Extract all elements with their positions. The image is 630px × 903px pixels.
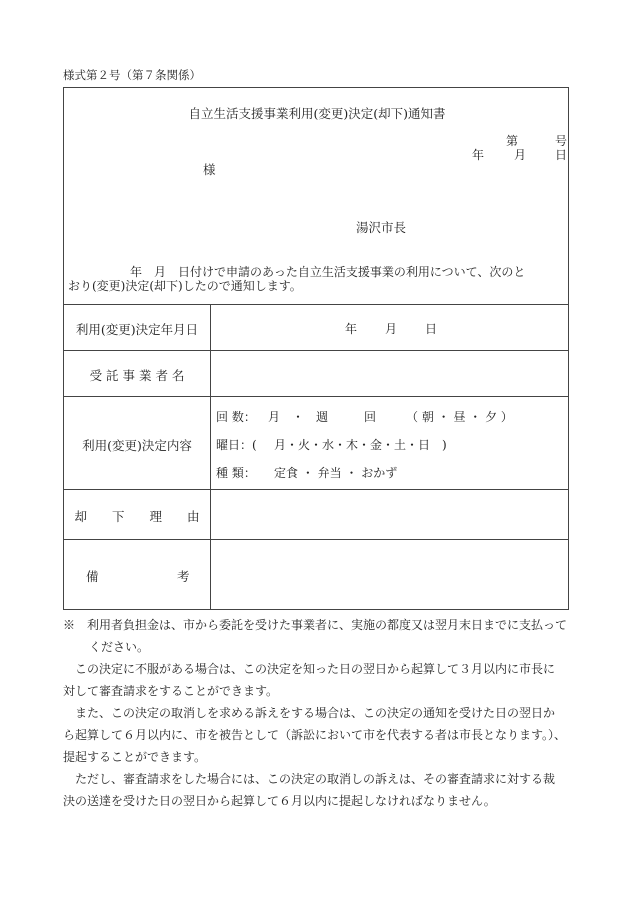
- table-rule: [64, 489, 568, 490]
- table-rule: [64, 350, 568, 351]
- note-text: ら起算して６月以内に、市を被告として（訴訟において市を代表する者は市長となります。）、: [63, 728, 567, 742]
- addressee-suffix: 様: [203, 162, 216, 177]
- content-label: 利用(変更)決定内容: [82, 438, 192, 453]
- decision-date-label: 利用(変更)決定年月日: [75, 322, 199, 337]
- note-text: ただし、審査請求をした場合には、この決定の取消しの訴えは、その審査請求に対する裁: [75, 772, 556, 786]
- note-lawsuit: [63, 702, 573, 768]
- intro-line-1: 年 月 日付けで申請のあった自立生活支援事業の利用について、次のと: [130, 265, 526, 279]
- contractor-label: 受 託 事 業 者 名: [89, 368, 185, 383]
- doc-number-dai: 第: [506, 134, 519, 148]
- table-rule: [64, 396, 568, 397]
- weekday-label: 曜日：(: [216, 438, 257, 452]
- decision-date-month: 月: [385, 322, 398, 336]
- table-rule: [64, 539, 568, 540]
- note-text: 提起することができます。: [63, 750, 207, 764]
- note-text: また、この決定の取消しを求める訴えをする場合は、この決定の通知を受けた日の翌日か: [75, 706, 556, 720]
- note-proviso: [63, 768, 573, 812]
- note-appeal: [63, 658, 573, 702]
- type-label: 種 類：: [216, 466, 256, 480]
- issue-date-day: 日: [555, 148, 568, 162]
- weekday-options: 月・火・水・木・金・土・日 ): [274, 438, 447, 452]
- decision-date-day: 日: [425, 322, 438, 336]
- remarks-label-b: 考: [177, 569, 190, 584]
- rejection-reason-label: 却 下 理 由: [74, 509, 200, 524]
- table-top-rule: [64, 304, 568, 305]
- doc-number-go: 号: [555, 134, 568, 148]
- note-text: この決定に不服がある場合は、この決定を知った日の翌日から起算して３月以内に市長に: [75, 662, 556, 676]
- issue-date-year: 年: [472, 148, 485, 162]
- decision-date-year: 年: [345, 322, 358, 336]
- note-text: 決の送達を受けた日の翌日から起算して６月以内に提起しなければなりません。: [63, 794, 496, 808]
- notes-section: [63, 614, 573, 812]
- form-reference: 様式第２号（第７条関係）: [63, 68, 201, 82]
- count-label: 回 数：: [216, 410, 256, 424]
- note-text: 対して審査請求をすることができます。: [63, 684, 279, 698]
- note-payment: [63, 614, 573, 658]
- notice-form: [63, 87, 569, 610]
- remarks-label-a: 備: [86, 569, 99, 584]
- intro-line-2: おり(変更)決定(却下)したので通知します。: [68, 279, 302, 293]
- issue-date-month: 月: [514, 148, 527, 162]
- note-text: ください。: [89, 640, 150, 654]
- document-title: 自立生活支援事業利用(変更)決定(却下)通知書: [188, 106, 446, 121]
- table-column-divider: [210, 304, 211, 609]
- count-options: 月 ・ 週 回 （ 朝 ・ 昼 ・ 夕 ）: [268, 410, 513, 424]
- note-text: ※ 利用者負担金は、市から委託を受けた事業者に、実施の都度又は翌月末日までに支払って: [63, 618, 568, 632]
- issuer-name: 湯沢市長: [356, 220, 407, 235]
- type-options: 定食 ・ 弁当 ・ おかず: [274, 466, 398, 480]
